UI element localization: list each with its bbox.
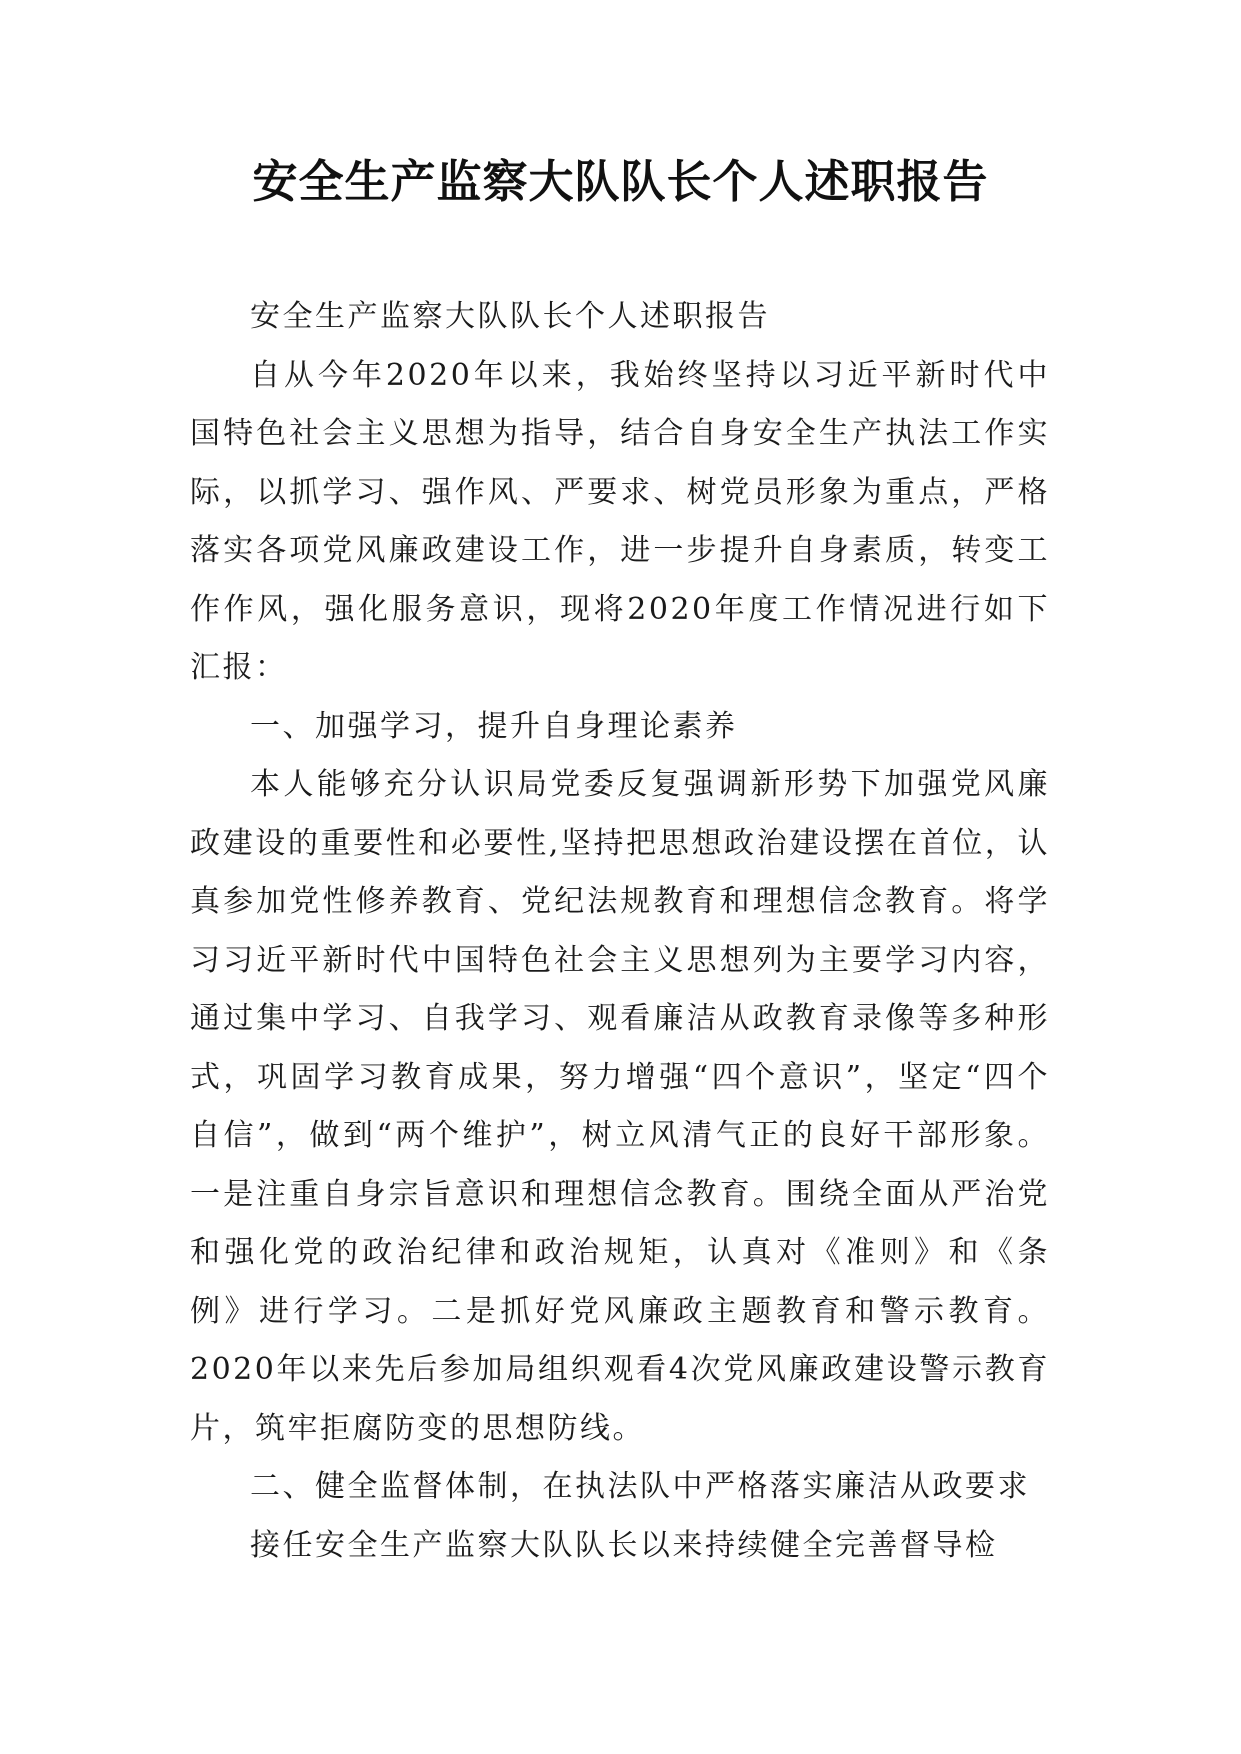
paragraph-intro: 自从今年2020年以来，我始终坚持以习近平新时代中国特色社会主义思想为指导，结合自身安全生产执法工作实际，以抓学习、强作风、严要求、树党员形象为重点，严格落实各项党风廉政建设工作，进一步提升自身素质，转变工作作风，强化服务意识，现将2020年度工作情况进行如下汇报： (190, 357, 1050, 685)
section-heading-1: 一、加强学习，提升自身理论素养 (250, 708, 738, 744)
paragraph-section-1: 本人能够充分认识局党委反复强调新形势下加强党风廉政建设的重要性和必要性,坚持把思想政治建设摆在首位，认真参加党性修养教育、党纪法规教育和理想信念教育。将学习习近平新时代中国特色社会主义思想列为主要学习内容，通过集中学习、自我学习、观看廉洁从政教育录像等多种形式，巩固学习教育成果，努力增强“四个意识”，坚定“四个自信”，做到“两个维护”，树立风清气正的良好干部形象。一是注重自身宗旨意识和理想信念教育。围绕全面从严治党和强化党的政治纪律和政治规矩，认真对《准则》和《条例》进行学习。二是抓好党风廉政主题教育和警示教育。2020年以来先后参加局组织观看4次党风廉政建设警示教育片，筑牢拒腐防变的思想防线。 (190, 767, 1050, 1446)
paragraph-subtitle: 安全生产监察大队队长个人述职报告 (250, 299, 770, 334)
document-body (190, 288, 1050, 1575)
section-heading-2: 二、健全监督体制，在执法队中严格落实廉洁从政要求 (250, 1469, 1030, 1504)
document-title: 安全生产监察大队队长个人述职报告 (252, 155, 989, 208)
paragraph-section-2: 接任安全生产监察大队队长以来持续健全完善督导检 (250, 1527, 998, 1563)
